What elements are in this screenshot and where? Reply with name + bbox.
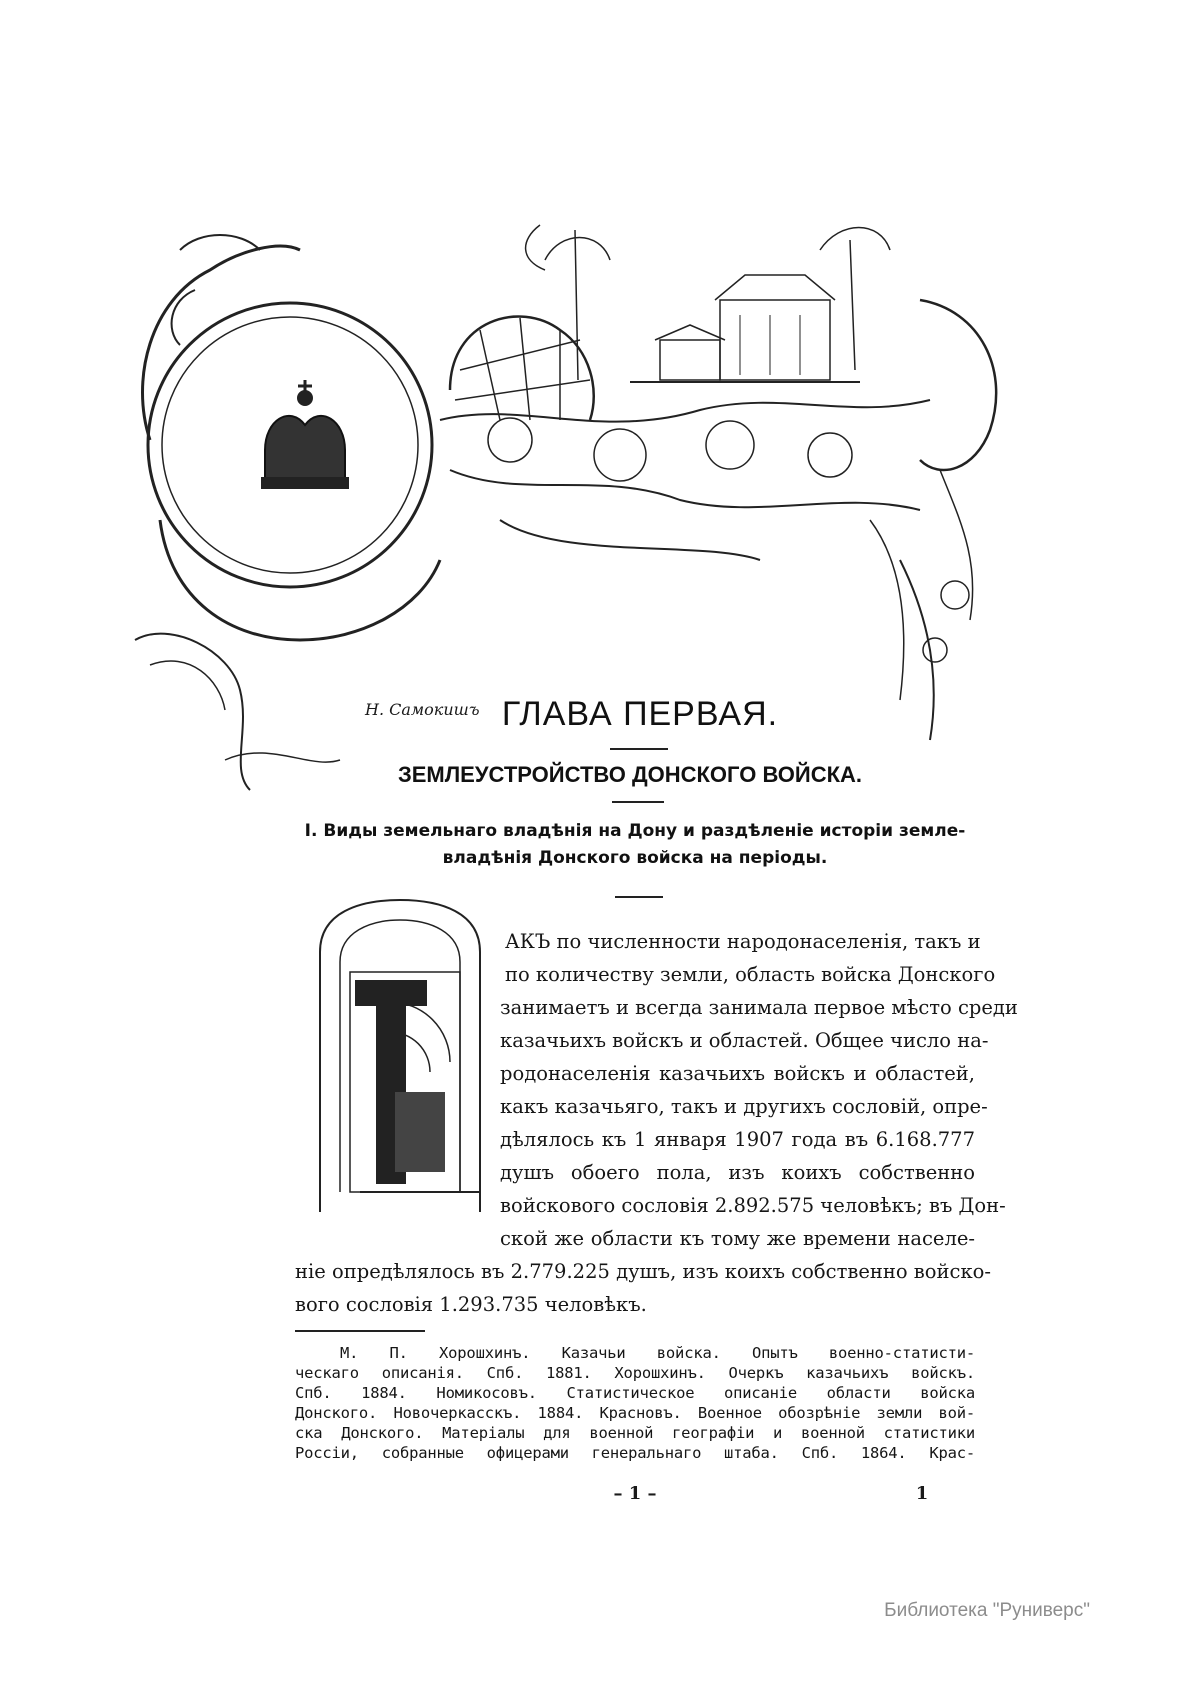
body-line: по количеству земли, область войска Донского (505, 963, 996, 986)
imperial-crown-icon (262, 380, 348, 488)
illustrator-signature: Н. Самокишъ (365, 700, 480, 719)
body-line: АКЪ по численности народонаселенія, такъ и (505, 930, 981, 953)
initial-letter (355, 962, 356, 963)
page-number: – 1 – (613, 1483, 657, 1504)
footnote-line: Россіи, собранные офицерами генеральнаго штаба. Спб. 1864. Крас- (295, 1444, 975, 1462)
footnote-line: ска Донского. Матеріалы для военной географіи и военной статистики (295, 1424, 975, 1442)
divider (615, 896, 663, 898)
subsection-line: владѣнія Донского войска на періоды. (442, 848, 828, 868)
section-title: ЗЕМЛЕУСТРОЙСТВО ДОНСКОГО ВОЙСКА. (397, 762, 863, 787)
footnote-line: Спб. 1884. Номикосовъ. Статистическое описаніе области войска (295, 1384, 975, 1402)
body-line: дѣлялось къ 1 января 1907 года въ 6.168.777 (500, 1128, 975, 1151)
decorated-initial (300, 892, 500, 1222)
library-watermark: Библиотека "Руниверс" (884, 1600, 1090, 1621)
body-line: ніе опредѣлялось въ 2.779.225 душъ, изъ коихъ собственно войско- (295, 1260, 991, 1283)
footnote-rule (295, 1330, 425, 1332)
manor-house-drawing (630, 275, 860, 382)
divider (610, 748, 668, 750)
chapter-title: ГЛАВА ПЕРВАЯ. (501, 695, 779, 733)
body-line: вого сословія 1.293.735 человѣкъ. (295, 1293, 647, 1316)
subsection-heading (290, 818, 980, 872)
signature-mark: 1 (915, 1483, 929, 1504)
body-line: душъ обоего пола, изъ коихъ собственно (500, 1161, 975, 1184)
footnote-line: ческаго описанія. Спб. 1881. Хорошхинъ. Очеркъ казачьихъ войскъ. (295, 1364, 975, 1382)
body-line: занимаетъ и всегда занимала первое мѣсто среди (500, 996, 1018, 1019)
body-line: какъ казачьяго, такъ и другихъ сословій, опре- (500, 1095, 988, 1118)
body-line: казачьихъ войскъ и областей. Общее число на- (500, 1029, 989, 1052)
footnote-line: Донского. Новочеркасскъ. 1884. Красновъ. Военное обозрѣніе земли вой- (295, 1404, 975, 1422)
body-line: войскового сословія 2.892.575 человѣкъ; въ Дон- (500, 1194, 1006, 1217)
body-line: родонаселенія казачьихъ войскъ и областей, (500, 1062, 975, 1085)
body-line: ской же области къ тому же времени населе- (500, 1227, 975, 1250)
subsection-line: I. Виды земельнаго владѣнія на Дону и раздѣленіе исторіи земле- (304, 821, 966, 841)
divider (612, 801, 664, 803)
footnote-line: М. П. Хорошхинъ. Казачьи войска. Опытъ военно-статисти- (340, 1344, 975, 1362)
